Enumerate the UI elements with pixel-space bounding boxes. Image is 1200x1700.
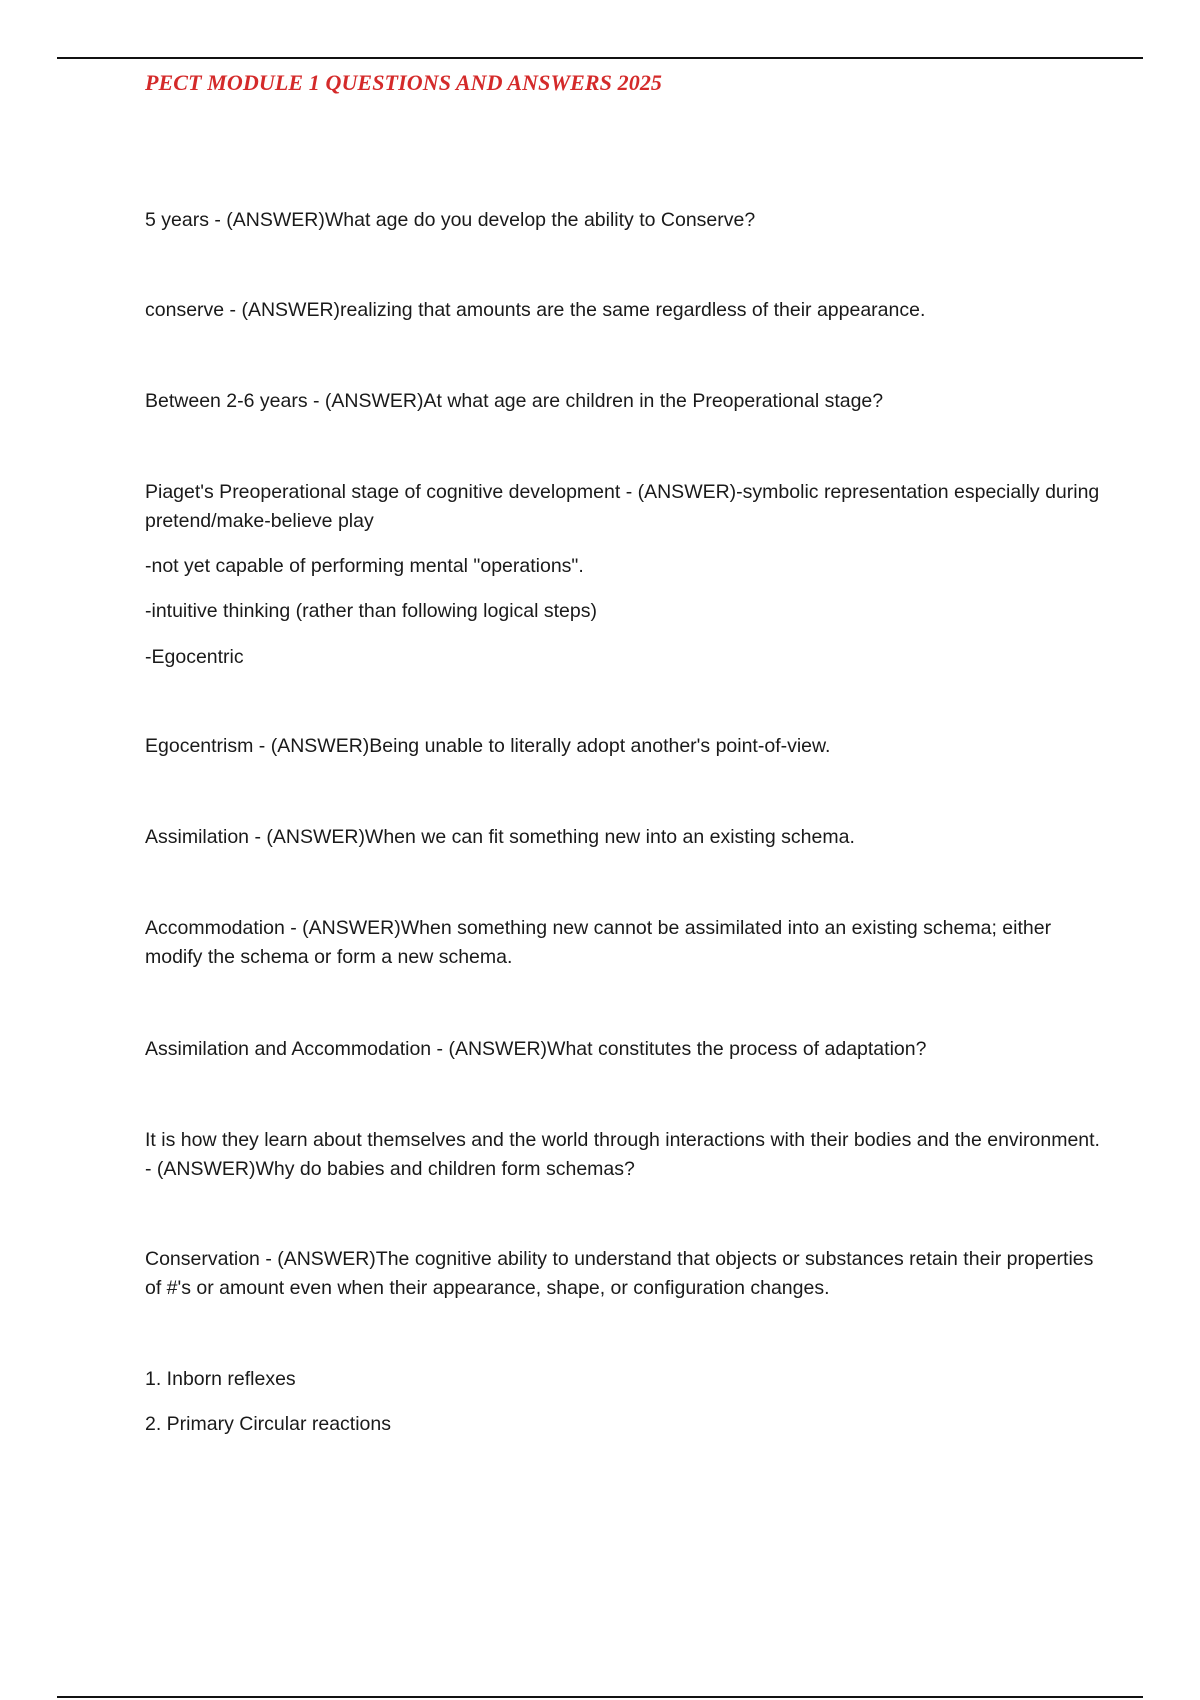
entry-accommodation: Accommodation - (ANSWER)When something new cannot be assimilated into an existing schema; either modify the schema or form a new schema. xyxy=(145,917,1052,968)
entry-preoperational-stage: Piaget's Preoperational stage of cognitive development - (ANSWER)-symbolic representation especially during pretend/make-believe play xyxy=(145,481,1100,532)
entry-conservation: Conservation - (ANSWER)The cognitive ability to understand that objects or substances retain their properties of #'s or amount even when their appearance, shape, or configuration changes. xyxy=(145,1248,1094,1299)
entry-conserve-definition: conserve - (ANSWER)realizing that amounts are the same regardless of their appearance. xyxy=(145,299,926,321)
entry-bullet-intuitive: -intuitive thinking (rather than following logical steps) xyxy=(145,600,597,622)
document-title: PECT MODULE 1 QUESTIONS AND ANSWERS 2025 xyxy=(145,70,663,95)
entry-conserve-age: 5 years - (ANSWER)What age do you develop the ability to Conserve? xyxy=(145,209,756,231)
entry-schemas: It is how they learn about themselves and the world through interactions with their bodies and the environment. - (ANSWER)Why do babies and children form schemas? xyxy=(145,1129,1100,1180)
entry-adaptation: Assimilation and Accommodation - (ANSWER)What constitutes the process of adaptation? xyxy=(145,1038,927,1060)
entry-egocentrism: Egocentrism - (ANSWER)Being unable to literally adopt another's point-of-view. xyxy=(145,735,831,757)
entry-preoperational-age: Between 2-6 years - (ANSWER)At what age are children in the Preoperational stage? xyxy=(145,390,884,412)
entry-bullet-operations: -not yet capable of performing mental "operations". xyxy=(145,555,584,577)
entry-bullet-egocentric: -Egocentric xyxy=(145,646,244,668)
bottom-rule xyxy=(57,1696,1143,1698)
entry-assimilation: Assimilation - (ANSWER)When we can fit something new into an existing schema. xyxy=(145,826,855,848)
top-rule xyxy=(57,57,1143,59)
entry-list-item-2: 2. Primary Circular reactions xyxy=(145,1413,391,1435)
entry-list-item-1: 1. Inborn reflexes xyxy=(145,1368,296,1390)
